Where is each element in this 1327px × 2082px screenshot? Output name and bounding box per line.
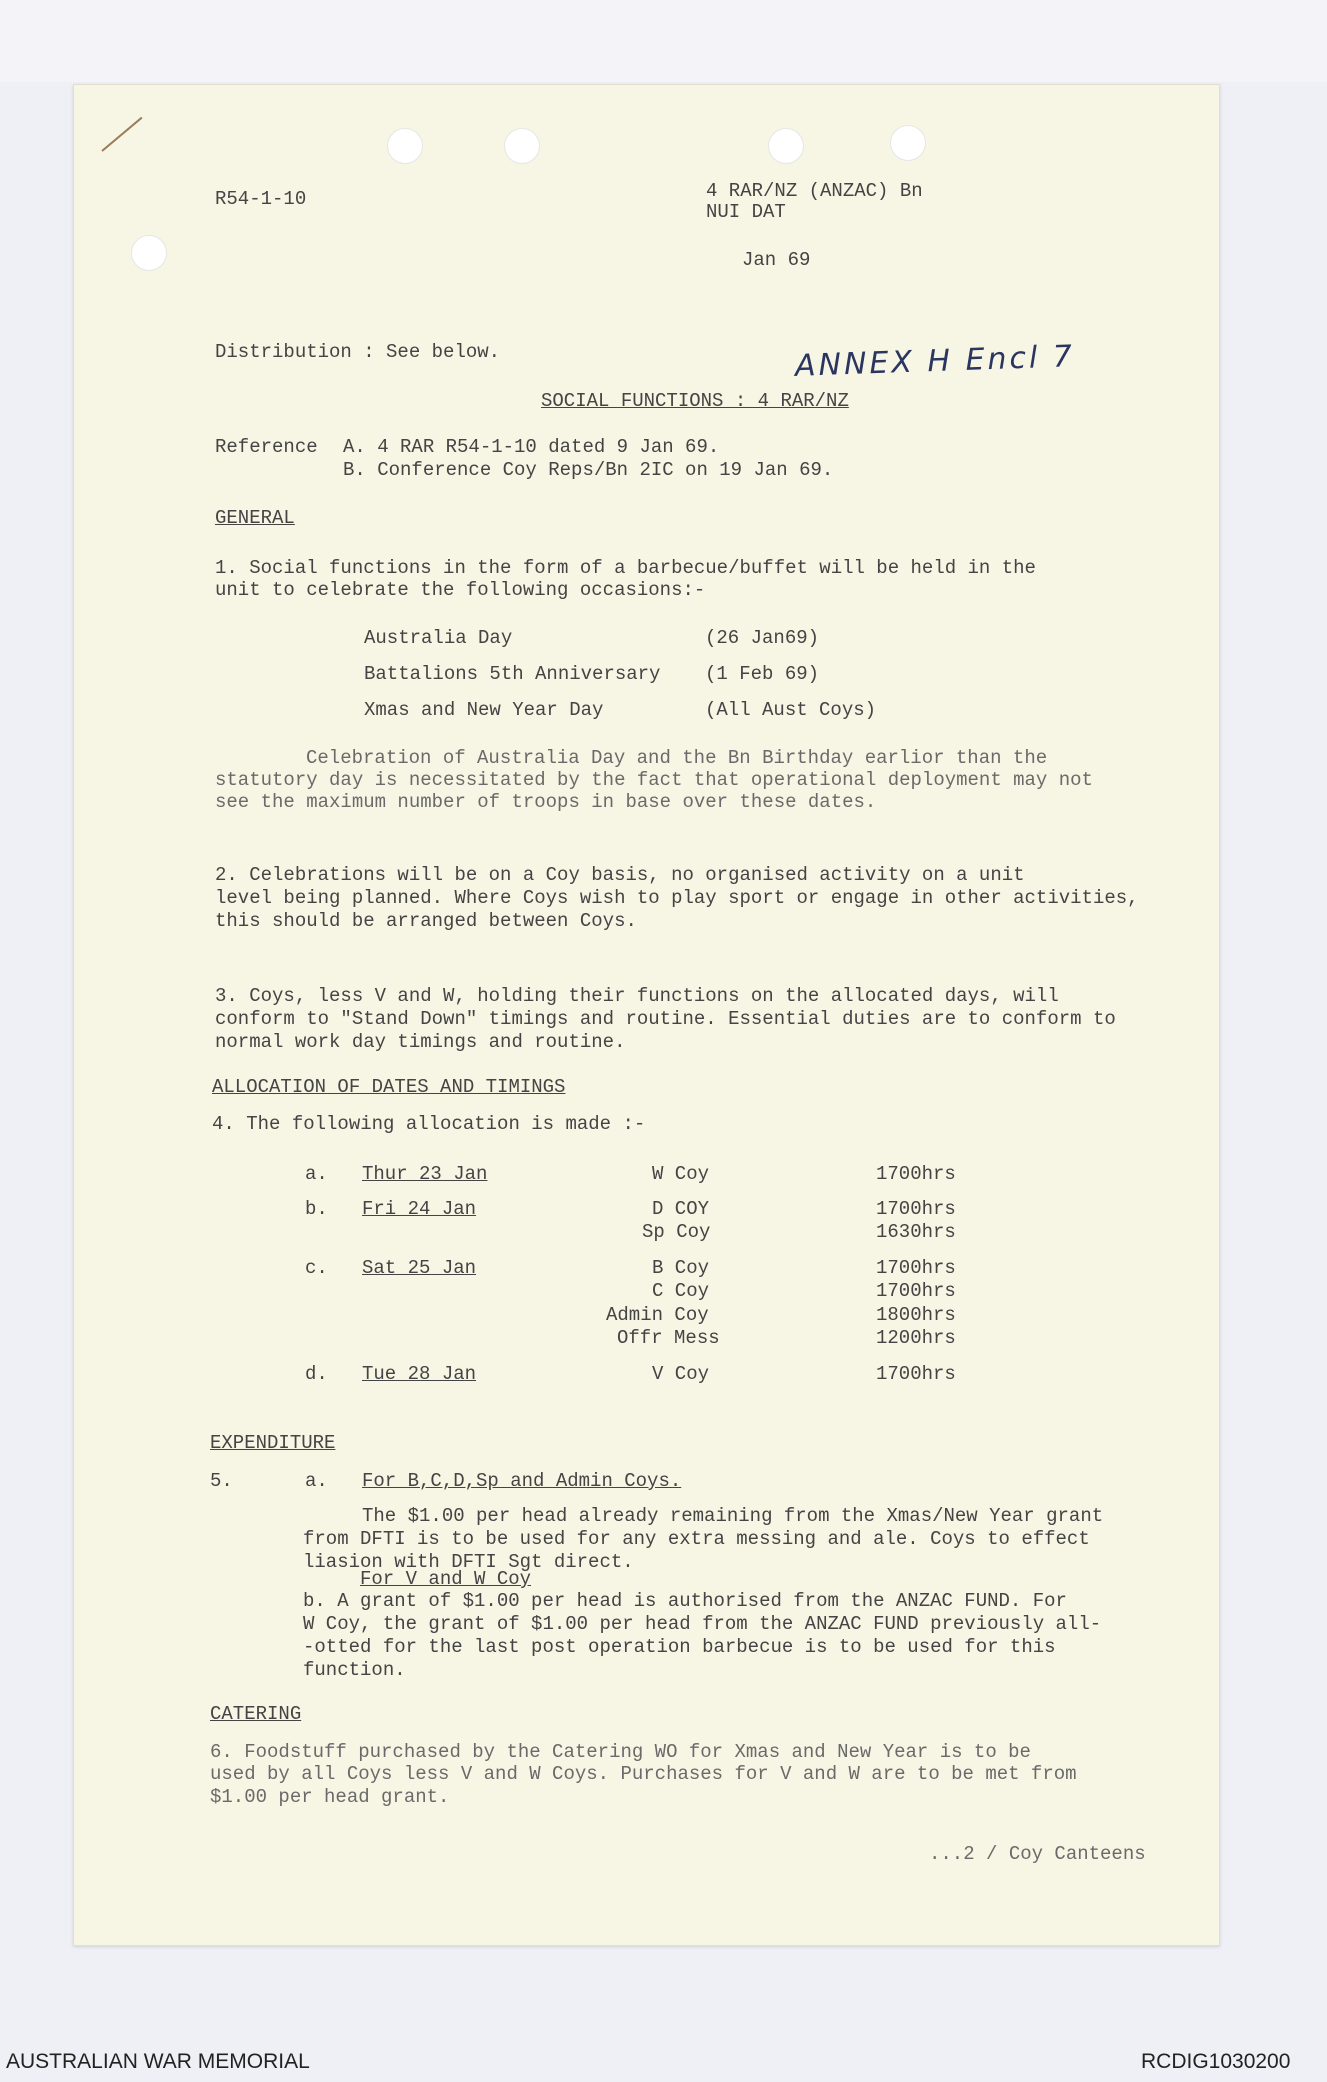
para-2-line-1: 2. Celebrations will be on a Coy basis, no organised activity on a unit [215,864,1025,886]
para-1b-line-2: statutory day is necessitated by the fact that operational deployment may not [215,769,1093,791]
allocation-time: 1700hrs [876,1198,956,1220]
expenditure-b-line-2: W Coy, the grant of $1.00 per head from the ANZAC FUND previously all- [303,1613,1102,1635]
punch-hole [131,235,167,271]
allocation-day: Fri 24 Jan [362,1198,477,1220]
allocation-coy: V Coy [652,1363,710,1385]
document-date: Jan 69 [742,249,811,271]
allocation-time: 1700hrs [876,1257,956,1279]
footer-record-id: RCDIG1030200 [1141,2050,1291,2073]
allocation-letter: d. [305,1363,328,1385]
allocation-coy: C Coy [652,1280,710,1302]
expenditure-a-line-1: The $1.00 per head already remaining from the Xmas/New Year grant [362,1505,1104,1527]
para-1b-line-3: see the maximum number of troops in base over these dates. [215,791,877,813]
punch-hole [504,128,540,164]
punch-hole [387,128,423,164]
para-3-line-1: 3. Coys, less V and W, holding their functions on the allocated days, will [215,985,1059,1007]
occasion-date: (1 Feb 69) [705,663,820,685]
para-1-line-1: 1. Social functions in the form of a barbecue/buffet will be held in the [215,557,1036,579]
allocation-time: 1800hrs [876,1304,956,1326]
catering-line-3: $1.00 per head grant. [210,1786,450,1808]
para-3-line-3: normal work day timings and routine. [215,1031,626,1053]
punch-hole [768,128,804,164]
reference-a: A. 4 RAR R54-1-10 dated 9 Jan 69. [343,436,720,458]
document-title: SOCIAL FUNCTIONS : 4 RAR/NZ [541,390,849,412]
reference-b: B. Conference Coy Reps/Bn 2IC on 19 Jan 69. [343,459,834,481]
allocation-coy: Sp Coy [642,1221,711,1243]
unit-name: 4 RAR/NZ (ANZAC) Bn [706,180,923,202]
para-2-line-3: this should be arranged between Coys. [215,910,637,932]
allocation-time: 1700hrs [876,1280,956,1302]
occasion-date: (All Aust Coys) [705,699,877,721]
catering-line-2: used by all Coys less V and W Coys. Purchases for V and W are to be met from [210,1763,1077,1785]
occasion-name: Australia Day [364,627,513,649]
expenditure-b-title: For V and W Coy [360,1568,532,1590]
occasion-name: Battalions 5th Anniversary [364,663,661,685]
expenditure-para-number: 5. [210,1470,233,1492]
distribution-line: Distribution : See below. [215,341,501,363]
punch-hole [890,125,926,161]
allocation-letter: a. [305,1163,328,1185]
allocation-time: 1630hrs [876,1221,956,1243]
occasion-date: (26 Jan69) [705,627,820,649]
expenditure-a-letter: a. [305,1470,328,1492]
file-reference: R54-1-10 [215,188,307,210]
expenditure-a-line-3: liasion with DFTI Sgt direct. [303,1551,634,1573]
expenditure-b-line-4: function. [303,1659,406,1681]
para-1-line-2: unit to celebrate the following occasions:- [215,579,706,601]
catering-heading: CATERING [210,1703,302,1725]
allocation-time: 1700hrs [876,1363,956,1385]
occasion-name: Xmas and New Year Day [364,699,604,721]
expenditure-heading: EXPENDITURE [210,1432,336,1454]
allocation-day: Sat 25 Jan [362,1257,477,1279]
allocation-coy: Offr Mess [617,1327,720,1349]
allocation-letter: b. [305,1198,328,1220]
catering-line-1: 6. Foodstuff purchased by the Catering WO for Xmas and New Year is to be [210,1741,1031,1763]
allocation-time: 1700hrs [876,1163,956,1185]
para-3-line-2: conform to "Stand Down" timings and routine. Essential duties are to conform to [215,1008,1116,1030]
allocation-heading: ALLOCATION OF DATES AND TIMINGS [212,1076,566,1098]
expenditure-b-line-3: -otted for the last post operation barbecue is to be used for this [303,1636,1056,1658]
allocation-day: Thur 23 Jan [362,1163,488,1185]
top-band [0,0,1327,82]
handwritten-annotation: ANNEX H Encl 7 [794,339,1076,384]
footer-source: AUSTRALIAN WAR MEMORIAL [6,2050,310,2073]
allocation-coy: W Coy [652,1163,710,1185]
para-2-line-2: level being planned. Where Coys wish to play sport or engage in other activities, [215,887,1139,909]
allocation-time: 1200hrs [876,1327,956,1349]
expenditure-a-line-2: from DFTI is to be used for any extra messing and ale. Coys to effect [303,1528,1090,1550]
allocation-coy: B Coy [652,1257,710,1279]
continuation-note: ...2 / Coy Canteens [929,1843,1146,1865]
general-heading: GENERAL [215,507,295,529]
allocation-intro: 4. The following allocation is made :- [212,1113,646,1135]
expenditure-b-line-1: b. A grant of $1.00 per head is authorised from the ANZAC FUND. For [303,1590,1067,1612]
allocation-coy: Admin Coy [606,1304,709,1326]
expenditure-a-title: For B,C,D,Sp and Admin Coys. [362,1470,682,1492]
reference-label: Reference [215,436,318,458]
allocation-letter: c. [305,1257,328,1279]
allocation-day: Tue 28 Jan [362,1363,477,1385]
para-1b-line-1: Celebration of Australia Day and the Bn Birthday earlior than the [306,747,1048,769]
allocation-coy: D COY [652,1198,710,1220]
unit-location: NUI DAT [706,201,786,223]
